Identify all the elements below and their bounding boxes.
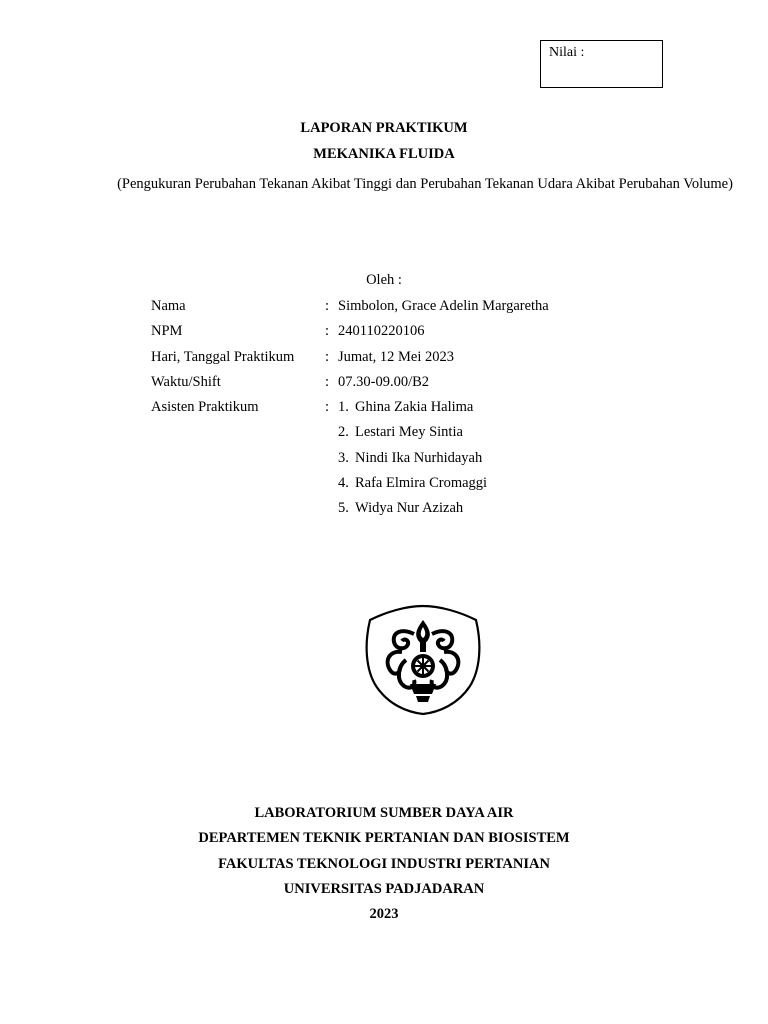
assistant-number: 2. <box>338 424 349 441</box>
grade-box <box>540 40 663 88</box>
date-label: Hari, Tanggal Praktikum <box>151 348 295 365</box>
assistant-name: Rafa Elmira Cromaggi <box>355 475 488 492</box>
assistant-name: Widya Nur Azizah <box>355 500 464 517</box>
name-label: Nama <box>151 298 186 314</box>
info-row-name <box>151 296 671 321</box>
by-label: Oleh : <box>366 272 402 288</box>
date-value: Jumat, 12 Mei 2023 <box>338 348 454 365</box>
info-row-assistant <box>151 473 671 498</box>
faculty-name: FAKULTAS TEKNOLOGI INDUSTRI PERTANIAN <box>218 855 550 872</box>
assistant-label: Asisten Praktikum <box>151 399 259 416</box>
assistant-item <box>338 397 473 417</box>
report-subtitle: (Pengukuran Perubahan Tekanan Akibat Tinggi dan Perubahan Tekanan Udara Akibat Perubahan Volume) <box>117 176 733 192</box>
npm-value: 240110220106 <box>338 323 425 340</box>
info-row-assistant <box>151 448 671 473</box>
university-name: UNIVERSITAS PADJADARAN <box>283 880 485 897</box>
assistant-number: 5. <box>338 500 349 517</box>
assistant-number: 4. <box>338 475 349 492</box>
time-value: 07.30-09.00/B2 <box>338 373 430 390</box>
colon: : <box>325 348 330 365</box>
student-info-table <box>151 296 671 524</box>
info-row-assistant <box>151 397 671 422</box>
course-title: MEKANIKA FLUIDA <box>313 146 455 162</box>
year: 2023 <box>369 906 399 923</box>
assistant-name: Nindi Ika Nurhidayah <box>355 449 483 466</box>
assistant-item <box>338 498 463 518</box>
assistant-item <box>338 422 463 442</box>
institution-block <box>0 803 768 929</box>
colon: : <box>325 298 330 314</box>
info-row-time <box>151 372 671 397</box>
assistant-name: Lestari Mey Sintia <box>355 424 463 441</box>
assistant-name: Ghina Zakia Halima <box>355 399 474 416</box>
info-row-assistant <box>151 422 671 447</box>
info-row-date <box>151 347 671 372</box>
name-value: Simbolon, Grace Adelin Margaretha <box>338 298 549 314</box>
colon: : <box>325 373 330 390</box>
time-label: Waktu/Shift <box>151 373 221 390</box>
colon: : <box>325 399 330 416</box>
npm-label: NPM <box>151 323 183 340</box>
grade-label: Nilai : <box>549 45 585 60</box>
assistant-number: 3. <box>338 449 349 466</box>
department-name: DEPARTEMEN TEKNIK PERTANIAN DAN BIOSISTEM <box>198 830 570 847</box>
info-row-npm <box>151 321 671 346</box>
assistant-item <box>338 448 482 468</box>
university-emblem-icon <box>362 600 484 718</box>
colon: : <box>325 323 330 340</box>
report-title: LAPORAN PRAKTIKUM <box>300 120 468 136</box>
info-row-assistant <box>151 498 671 523</box>
lab-name: LABORATORIUM SUMBER DAYA AIR <box>254 805 514 821</box>
assistant-number: 1. <box>338 399 349 416</box>
assistant-item <box>338 473 487 493</box>
